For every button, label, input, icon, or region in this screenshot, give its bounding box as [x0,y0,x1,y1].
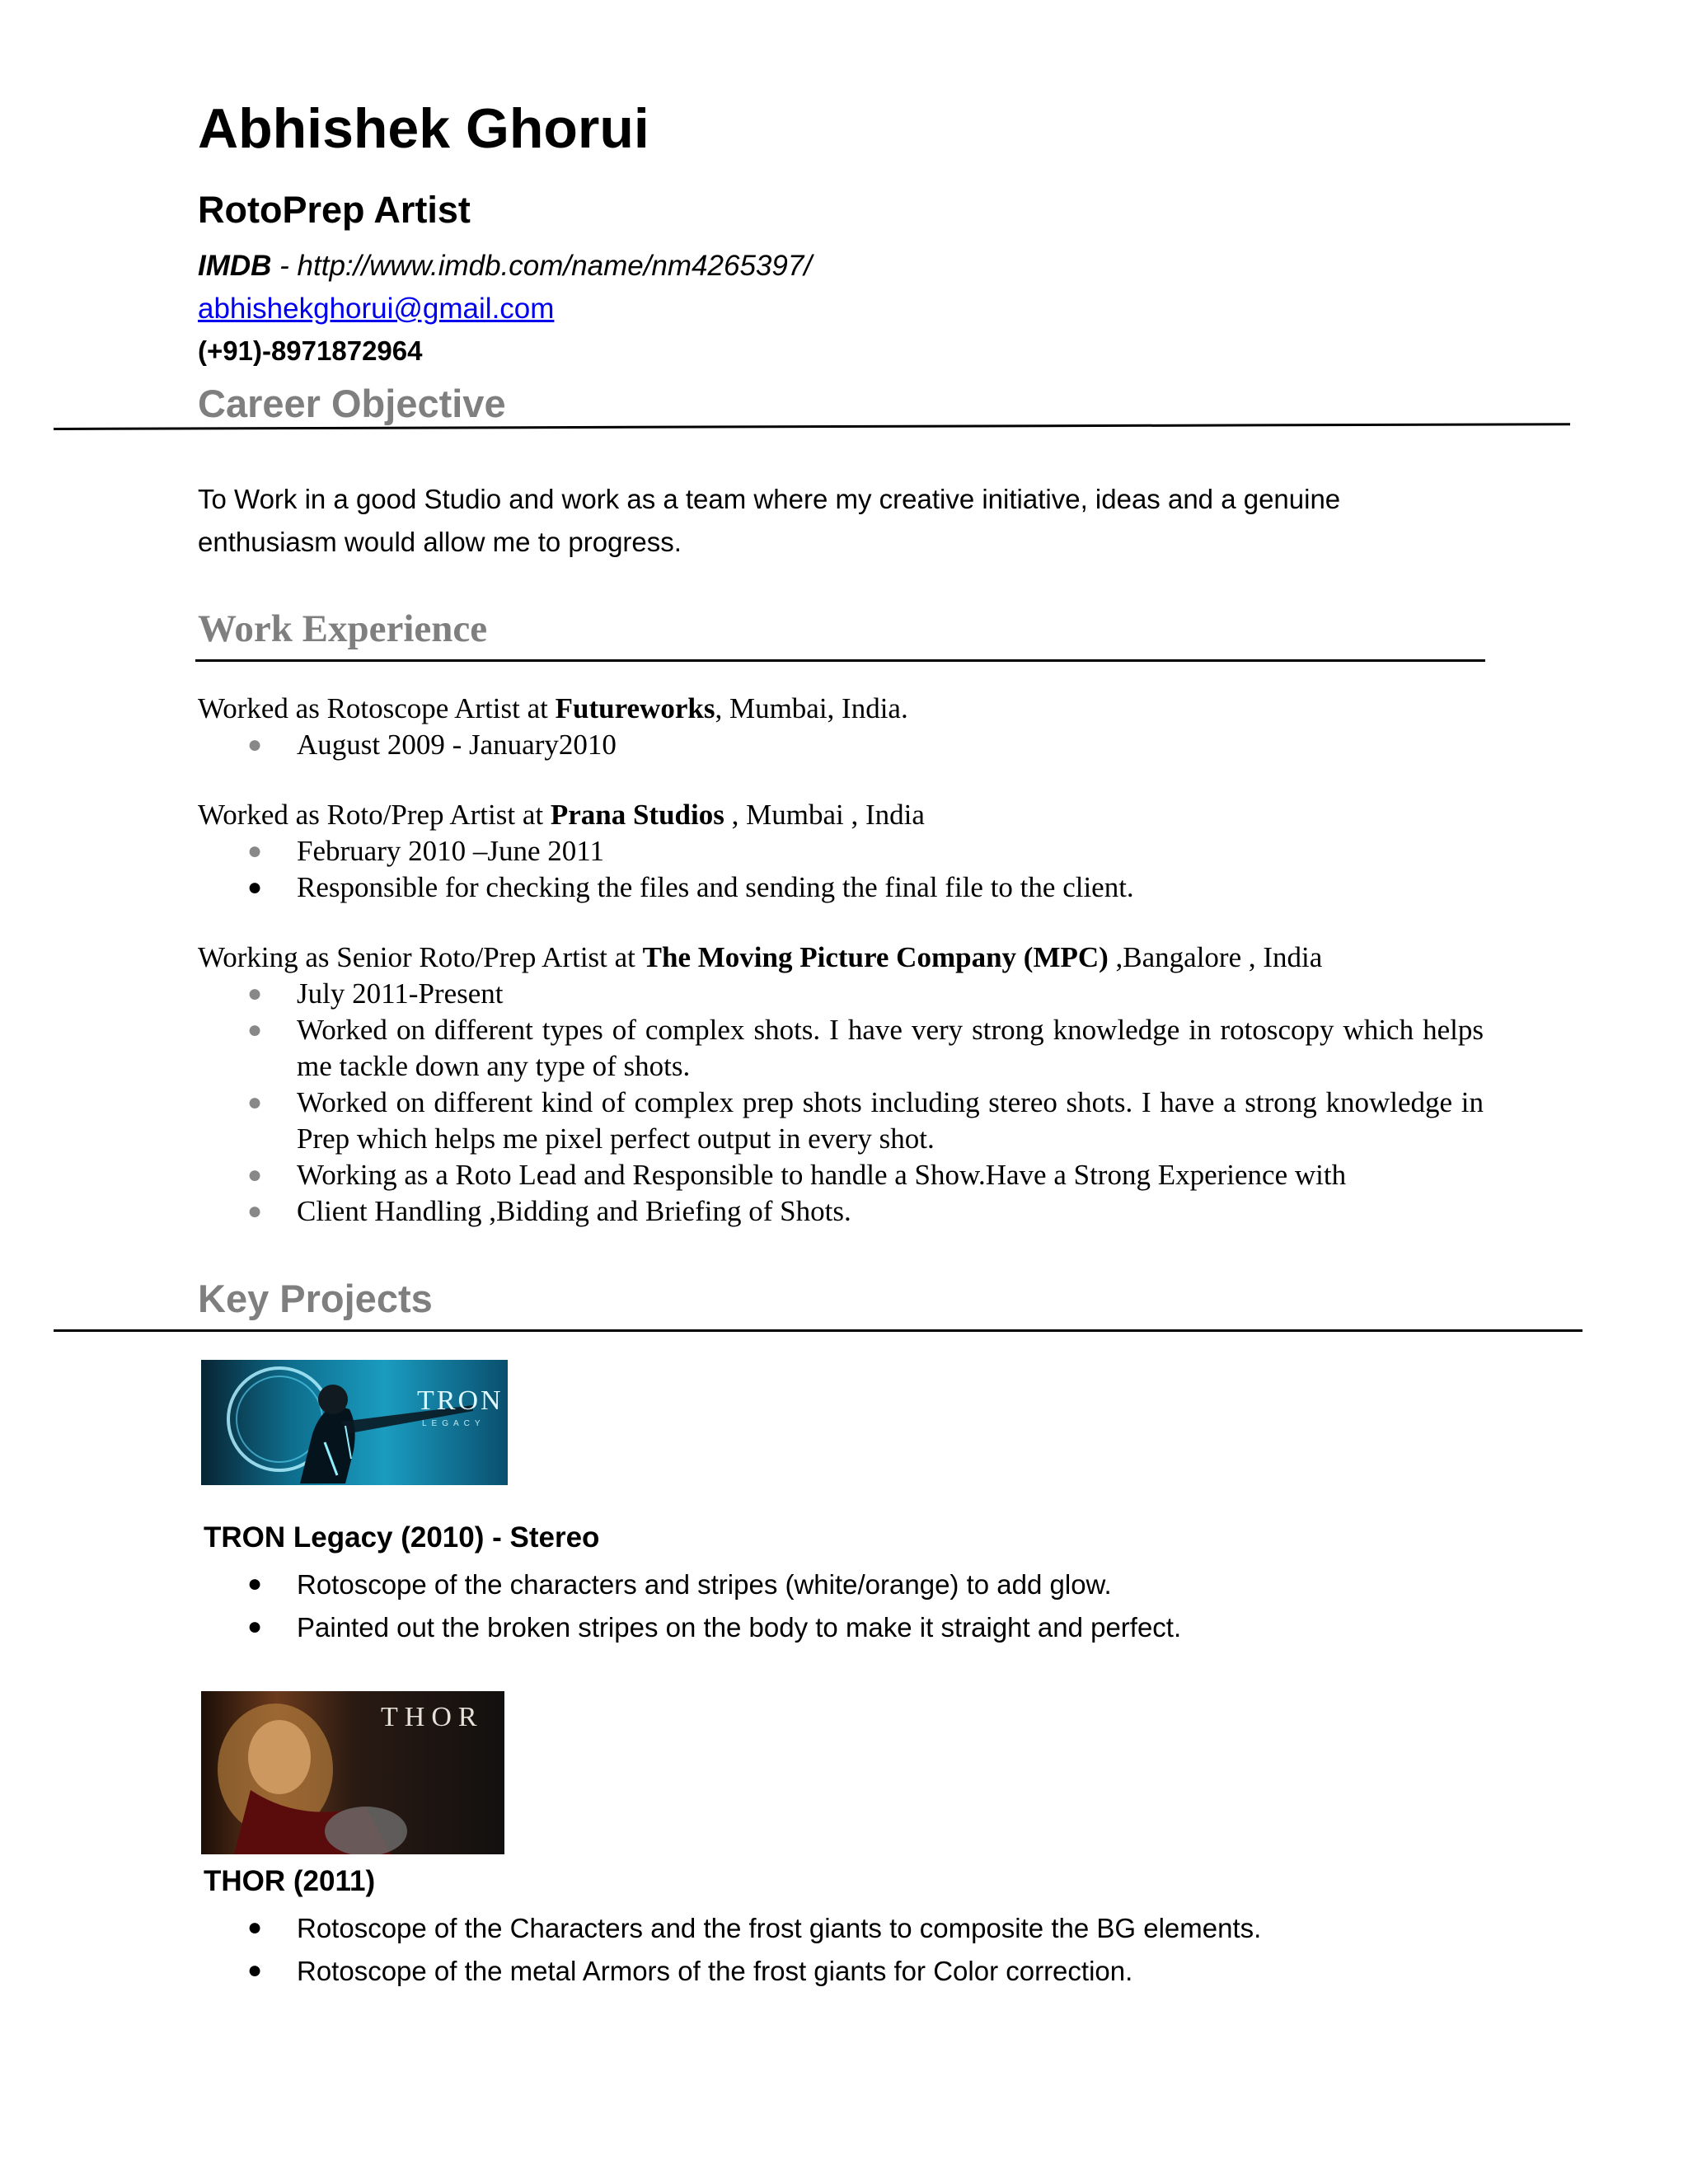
list-item: ● Working as a Roto Lead and Responsible to handle a Show.Have a Strong Experience with [198,1157,1484,1193]
list-item: ● February 2010 –June 2011 [198,833,1484,869]
job-entry [198,691,1484,763]
phone-number: (+91)-8971872964 [198,335,423,366]
bullet-icon: ● [247,1089,263,1116]
tron-poster-image [201,1360,508,1485]
thor-poster-image [201,1691,504,1854]
job-entry [198,797,1484,906]
list-item: ● Rotoscope of the characters and stripes (white/orange) to add glow. [198,1563,1484,1606]
list-item: ● Client Handling ,Bidding and Briefing of Shots. [198,1193,1484,1230]
list-item: ● Worked on different kind of complex prep shots including stereo shots. I have a strong knowledge in Prep which helps me pixel perfect output in every shot. [247,1086,1484,1155]
imdb-label: IMDB [198,250,272,282]
bullet-icon: ● [247,837,263,865]
company-name: The Moving Picture Company (MPC) [642,941,1109,973]
candidate-name: Abhishek Ghorui [198,97,649,160]
tron-poster-art [201,1360,508,1485]
bullet-icon: ● [247,1957,263,1984]
bullet-icon: ● [247,1197,263,1225]
project-details [198,1563,1484,1649]
section-divider [54,1329,1582,1332]
bullet-icon: ● [247,1570,263,1597]
bullet-icon: ● [247,874,263,901]
list-item: ● August 2009 - January2010 [198,727,1484,763]
bullet-icon: ● [247,731,263,758]
job-entry [198,940,1484,1230]
bullet-icon: ● [247,1613,263,1640]
thor-poster-title: THOR [381,1702,484,1732]
career-objective-heading: Career Objective [198,382,506,425]
email-link[interactable]: abhishekghorui@gmail.com [198,293,555,325]
tron-poster-subtitle: LEGACY [422,1419,485,1428]
imdb-separator: - [271,250,298,282]
project-title: TRON Legacy (2010) - Stereo [204,1521,600,1554]
bullet-icon: ● [247,1914,263,1941]
project-title: THOR (2011) [204,1865,376,1897]
job-title-line: Worked as Rotoscope Artist at Futureworks, Mumbai, India. [198,692,908,724]
company-name: Prana Studios [550,799,724,831]
project-details [198,1907,1484,1993]
imdb-line [198,251,812,283]
job-role: RotoPrep Artist [198,189,471,231]
career-objective-text: To Work in a good Studio and work as a team where my creative initiative, ideas and a genuine enthusiasm would allow me to progress. [198,484,1341,557]
section-divider [195,659,1485,662]
list-item: ● Rotoscope of the metal Armors of the frost giants for Color correction. [198,1950,1484,1993]
list-item: ● Responsible for checking the files and sending the final file to the client. [198,869,1484,906]
job-title-line: Worked as Roto/Prep Artist at Prana Studios , Mumbai , India [198,799,925,831]
list-item: ● July 2011-Present [198,976,1484,1012]
job-title-line: Working as Senior Roto/Prep Artist at The Moving Picture Company (MPC) ,Bangalore , India [198,941,1323,973]
thor-poster-art [201,1691,504,1854]
work-experience-heading: Work Experience [198,607,488,650]
list-item: ● Painted out the broken stripes on the body to make it straight and perfect. [198,1606,1484,1649]
list-item: ● Worked on different types of complex shots. I have very strong knowledge in rotoscopy which helps me tackle down any type of shots. [247,1014,1484,1082]
bullet-icon: ● [247,1016,263,1043]
company-name: Futureworks [555,692,715,724]
key-projects-heading: Key Projects [198,1277,433,1320]
imdb-url[interactable]: http://www.imdb.com/name/nm4265397/ [297,250,813,282]
bullet-icon: ● [247,980,263,1007]
tron-poster-title: TRON [417,1385,504,1416]
list-item: ● Rotoscope of the Characters and the frost giants to composite the BG elements. [198,1907,1484,1950]
bullet-icon: ● [247,1161,263,1188]
